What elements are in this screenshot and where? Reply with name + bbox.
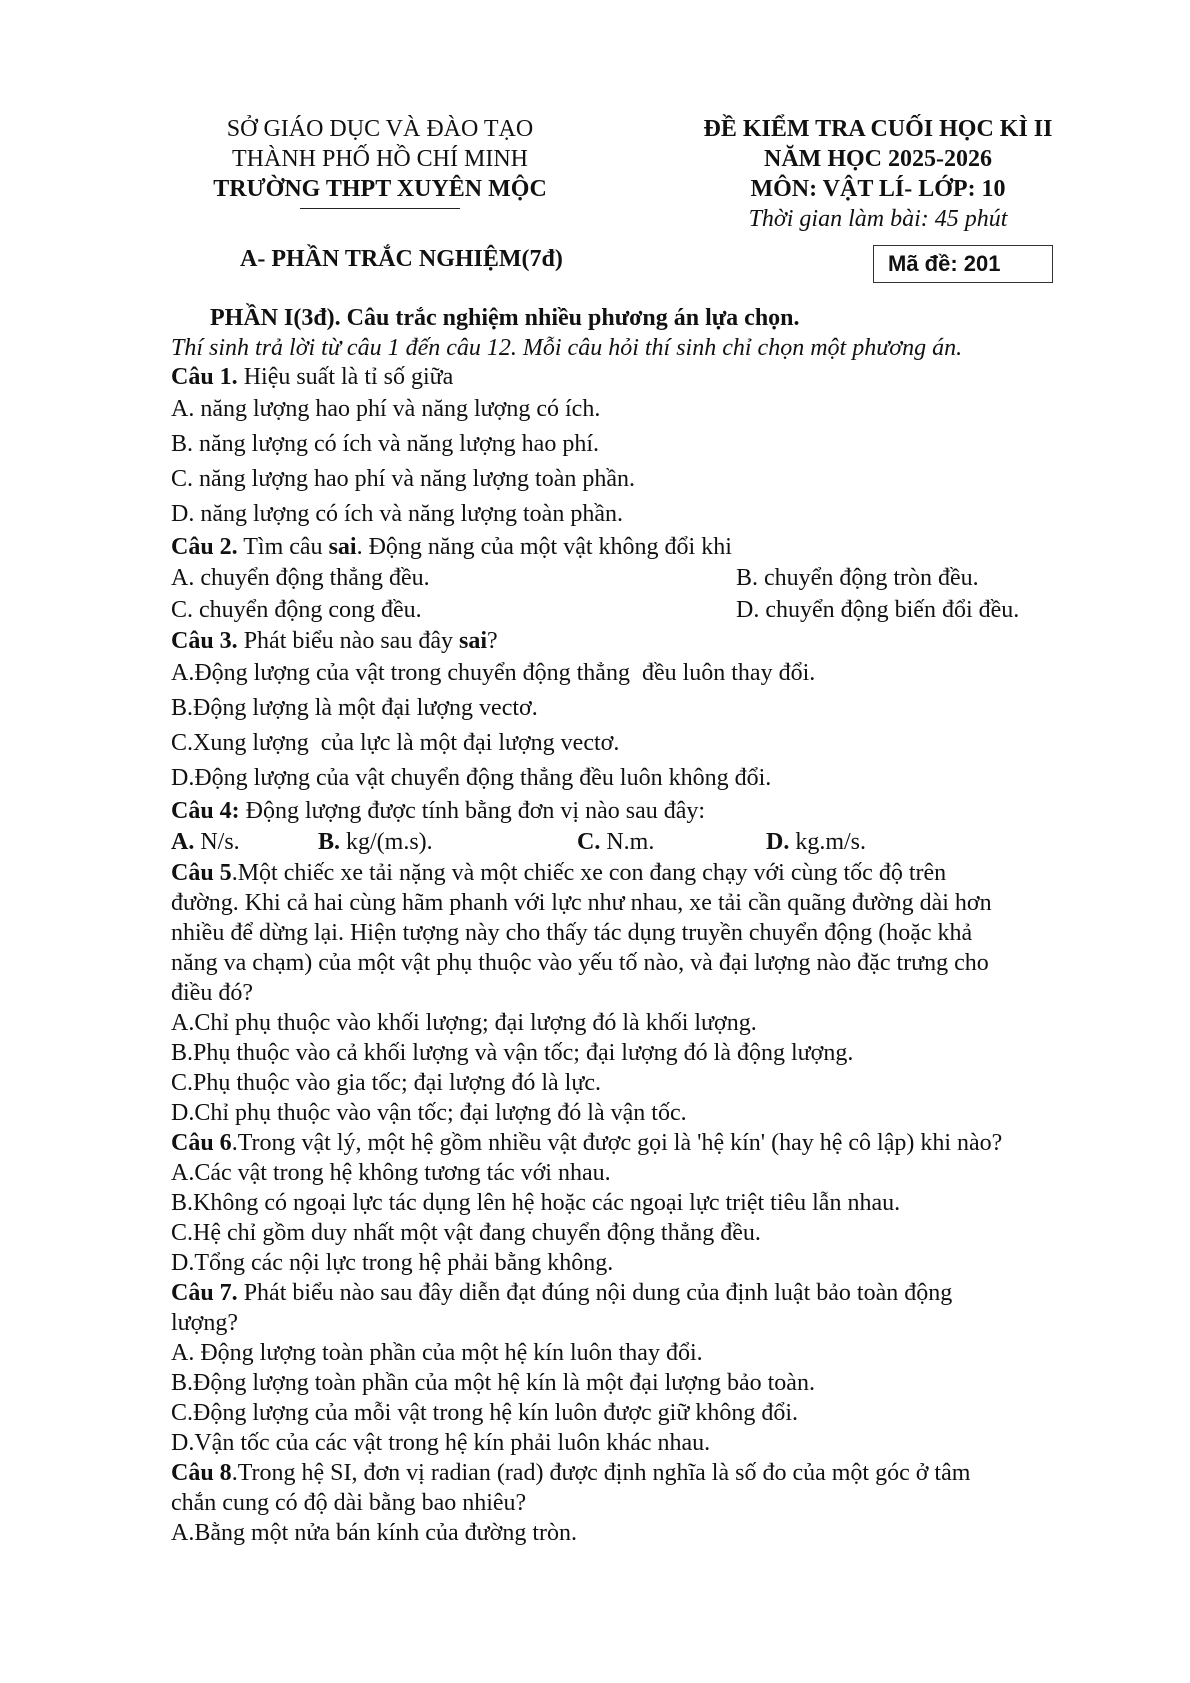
school-name: TRƯỜNG THPT XUYÊN MỘC — [213, 176, 547, 202]
q3-option-a: A.Động lượng của vật trong chuyển động thẳng đều luôn thay đổi. — [171, 660, 816, 686]
section-a-title: A- PHẦN TRẮC NGHIỆM(7đ) — [240, 246, 563, 272]
option-label: C. — [577, 829, 601, 855]
q4-option-b — [318, 826, 577, 858]
q3-option-d: D.Động lượng của vật chuyển động thẳng đều luôn không đổi. — [171, 765, 772, 791]
question-line — [171, 1278, 1101, 1308]
question-label: Câu 3. — [171, 628, 238, 654]
q1-option-a: A. năng lượng hao phí và năng lượng có ích. — [171, 396, 601, 422]
q6-option-d: D.Tổng các nội lực trong hệ phải bằng không. — [171, 1250, 614, 1276]
q5-option-a: A.Chỉ phụ thuộc vào khối lượng; đại lượng đó là khối lượng. — [171, 1010, 757, 1036]
question-4 — [171, 796, 1101, 826]
q1-option-c: C. năng lượng hao phí và năng lượng toàn phần. — [171, 466, 635, 492]
question-label: Câu 4: — [171, 798, 240, 824]
q7-option-c: C.Động lượng của mỗi vật trong hệ kín luôn được giữ không đổi. — [171, 1400, 799, 1426]
option-text: kg.m/s. — [789, 829, 867, 855]
q2-option-a: A. chuyển động thẳng đều. — [171, 565, 430, 591]
question-6 — [171, 1128, 1101, 1158]
question-emphasis: sai — [328, 534, 357, 560]
option-text: N.m. — [600, 829, 655, 855]
question-line: điều đó? — [171, 980, 253, 1006]
exam-header — [668, 114, 1088, 234]
q7-option-a: A. Động lượng toàn phần của một hệ kín luôn thay đổi. — [171, 1340, 703, 1366]
q6-option-a: A.Các vật trong hệ không tương tác với nhau. — [171, 1160, 611, 1186]
part1-title: PHẦN I(3đ). Câu trắc nghiệm nhiều phương án lựa chọn. — [210, 305, 800, 331]
question-5 — [171, 858, 1101, 1008]
question-text: .Một chiếc xe tải nặng và một chiếc xe con đang chạy với cùng tốc độ trên — [231, 860, 947, 886]
q4-options-row — [171, 826, 1101, 858]
question-text: ? — [487, 628, 498, 654]
school-header — [205, 114, 555, 209]
question-line: nhiều để dừng lại. Hiện tượng này cho thấy tác dụng truyền chuyển động (hoặc khả — [171, 920, 973, 946]
part1-instruction: Thí sinh trả lời từ câu 1 đến câu 12. Mỗi câu hỏi thí sinh chỉ chọn một phương án. — [171, 335, 963, 361]
question-7 — [171, 1278, 1101, 1338]
option-label: D. — [766, 829, 790, 855]
question-text: Phát biểu nào sau đây diễn đạt đúng nội dung của định luật bảo toàn động — [237, 1280, 953, 1306]
question-label: Câu 8 — [171, 1460, 232, 1486]
q7-option-b: B.Động lượng toàn phần của một hệ kín là một đại lượng bảo toàn. — [171, 1370, 815, 1396]
question-label: Câu 5 — [171, 860, 232, 886]
question-label: Câu 6 — [171, 1130, 232, 1156]
q3-option-c: C.Xung lượng của lực là một đại lượng vectơ. — [171, 730, 620, 756]
q4-option-d — [766, 826, 866, 858]
question-line: năng va chạm) của một vật phụ thuộc vào yếu tố nào, và đại lượng nào đặc trưng cho — [171, 950, 989, 976]
question-line — [171, 1458, 1101, 1488]
question-text: Hiệu suất là tỉ số giữa — [237, 364, 454, 390]
q5-option-c: C.Phụ thuộc vào gia tốc; đại lượng đó là lực. — [171, 1070, 601, 1096]
question-text: .Trong hệ SI, đơn vị radian (rad) được định nghĩa là số đo của một góc ở tâm — [231, 1460, 971, 1486]
exam-code-box: Mã đề: 201 — [873, 245, 1053, 283]
option-text: kg/(m.s). — [340, 829, 433, 855]
q2-option-b: B. chuyển động tròn đều. — [736, 565, 979, 591]
question-text: .Trong vật lý, một hệ gồm nhiều vật được gọi là 'hệ kín' (hay hệ cô lập) khi nào? — [231, 1130, 1003, 1156]
question-line — [171, 858, 1101, 888]
question-text: . Động năng của một vật không đổi khi — [356, 534, 732, 560]
q6-option-b: B.Không có ngoại lực tác dụng lên hệ hoặc các ngoại lực triệt tiêu lẫn nhau. — [171, 1190, 901, 1216]
question-8 — [171, 1458, 1101, 1518]
question-3 — [171, 626, 1101, 656]
question-label: Câu 2. — [171, 534, 238, 560]
exam-body — [171, 302, 1101, 1548]
question-1 — [171, 362, 1101, 392]
school-year: NĂM HỌC 2025-2026 — [764, 146, 992, 172]
header-divider — [300, 208, 460, 209]
exam-title: ĐỀ KIỂM TRA CUỐI HỌC KÌ II — [703, 116, 1053, 142]
question-emphasis: sai — [458, 628, 487, 654]
option-label: A. — [171, 829, 195, 855]
q3-option-b: B.Động lượng là một đại lượng vectơ. — [171, 695, 538, 721]
subject-grade: MÔN: VẬT LÍ- LỚP: 10 — [750, 176, 1006, 202]
question-line: đường. Khi cả hai cùng hãm phanh với lực như nhau, xe tải cần quãng đường dài hơn — [171, 890, 992, 916]
q2-option-c: C. chuyển động cong đều. — [171, 597, 422, 623]
exam-duration: Thời gian làm bài: 45 phút — [748, 206, 1008, 232]
q5-option-b: B.Phụ thuộc vào cả khối lượng và vận tốc; đại lượng đó là động lượng. — [171, 1040, 854, 1066]
q1-option-d: D. năng lượng có ích và năng lượng toàn phần. — [171, 501, 623, 527]
question-text: Tìm câu — [237, 534, 329, 560]
question-2 — [171, 532, 1101, 562]
question-text: Động lượng được tính bằng đơn vị nào sau đây: — [239, 798, 706, 824]
q4-option-a — [171, 826, 318, 858]
question-label: Câu 7. — [171, 1280, 238, 1306]
question-label: Câu 1. — [171, 364, 238, 390]
q2-options-row-2 — [171, 594, 1101, 626]
option-label: B. — [318, 829, 341, 855]
question-text: Phát biểu nào sau đây — [237, 628, 459, 654]
q5-option-d: D.Chỉ phụ thuộc vào vận tốc; đại lượng đó là vận tốc. — [171, 1100, 687, 1126]
city-name: THÀNH PHỐ HỒ CHÍ MINH — [232, 146, 528, 172]
option-text: N/s. — [194, 829, 240, 855]
q1-option-b: B. năng lượng có ích và năng lượng hao phí. — [171, 431, 599, 457]
q2-options-row-1 — [171, 562, 1101, 594]
q2-option-d: D. chuyển động biến đổi đều. — [736, 597, 1020, 623]
q7-option-d: D.Vận tốc của các vật trong hệ kín phải luôn khác nhau. — [171, 1430, 711, 1456]
q6-option-c: C.Hệ chỉ gồm duy nhất một vật đang chuyển động thẳng đều. — [171, 1220, 761, 1246]
question-line: chắn cung có độ dài bằng bao nhiêu? — [171, 1490, 527, 1516]
question-line: lượng? — [171, 1310, 239, 1336]
department-name: SỞ GIÁO DỤC VÀ ĐÀO TẠO — [226, 116, 534, 142]
q4-option-c — [577, 826, 766, 858]
q8-option-a: A.Bằng một nửa bán kính của đường tròn. — [171, 1520, 577, 1546]
